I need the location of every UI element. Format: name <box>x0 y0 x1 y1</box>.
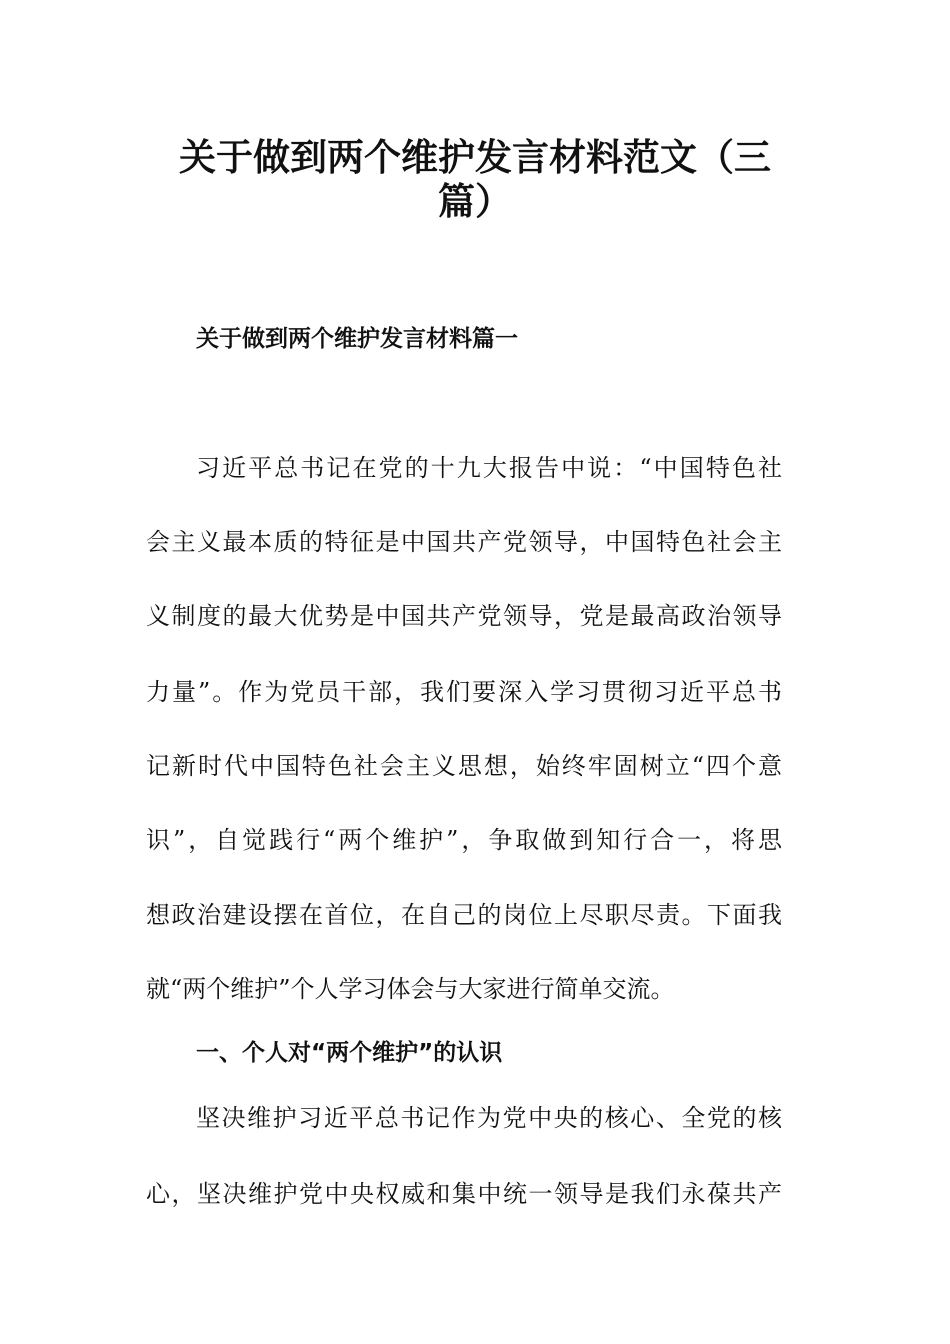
paragraph-1-line: 习近平总书记在党的十九大报告中说：“中国特色社 <box>196 454 782 482</box>
paragraph-1-line: 会主义最本质的特征是中国共产党领导，中国特色社会主 <box>146 528 782 556</box>
paragraph-1-line: 义制度的最大优势是中国共产党领导，党是最高政治领导 <box>146 602 782 630</box>
paragraph-1-line: 想政治建设摆在首位，在自己的岗位上尽职尽责。下面我 <box>146 901 782 929</box>
document-title-line-2: 篇） <box>438 179 512 223</box>
document-title-line-1: 关于做到两个维护发言材料范文（三 <box>179 135 771 179</box>
paragraph-2-line: 坚决维护习近平总书记作为党中央的核心、全党的核 <box>196 1104 782 1132</box>
paragraph-1-line: 力量”。作为党员干部，我们要深入学习贯彻习近平总书 <box>146 678 782 706</box>
paragraph-1-line: 就“两个维护”个人学习体会与大家进行简单交流。 <box>146 975 675 1003</box>
paragraph-1-line: 记新时代中国特色社会主义思想，始终牢固树立“四个意 <box>146 752 782 780</box>
section-heading: 关于做到两个维护发言材料篇一 <box>196 326 518 352</box>
paragraph-1-line: 识”，自觉践行“两个维护”，争取做到知行合一，将思 <box>146 826 782 854</box>
paragraph-2-line: 心，坚决维护党中央权威和集中统一领导是我们永葆共产 <box>146 1180 782 1208</box>
sub-heading: 一、个人对“两个维护”的认识 <box>196 1040 503 1066</box>
